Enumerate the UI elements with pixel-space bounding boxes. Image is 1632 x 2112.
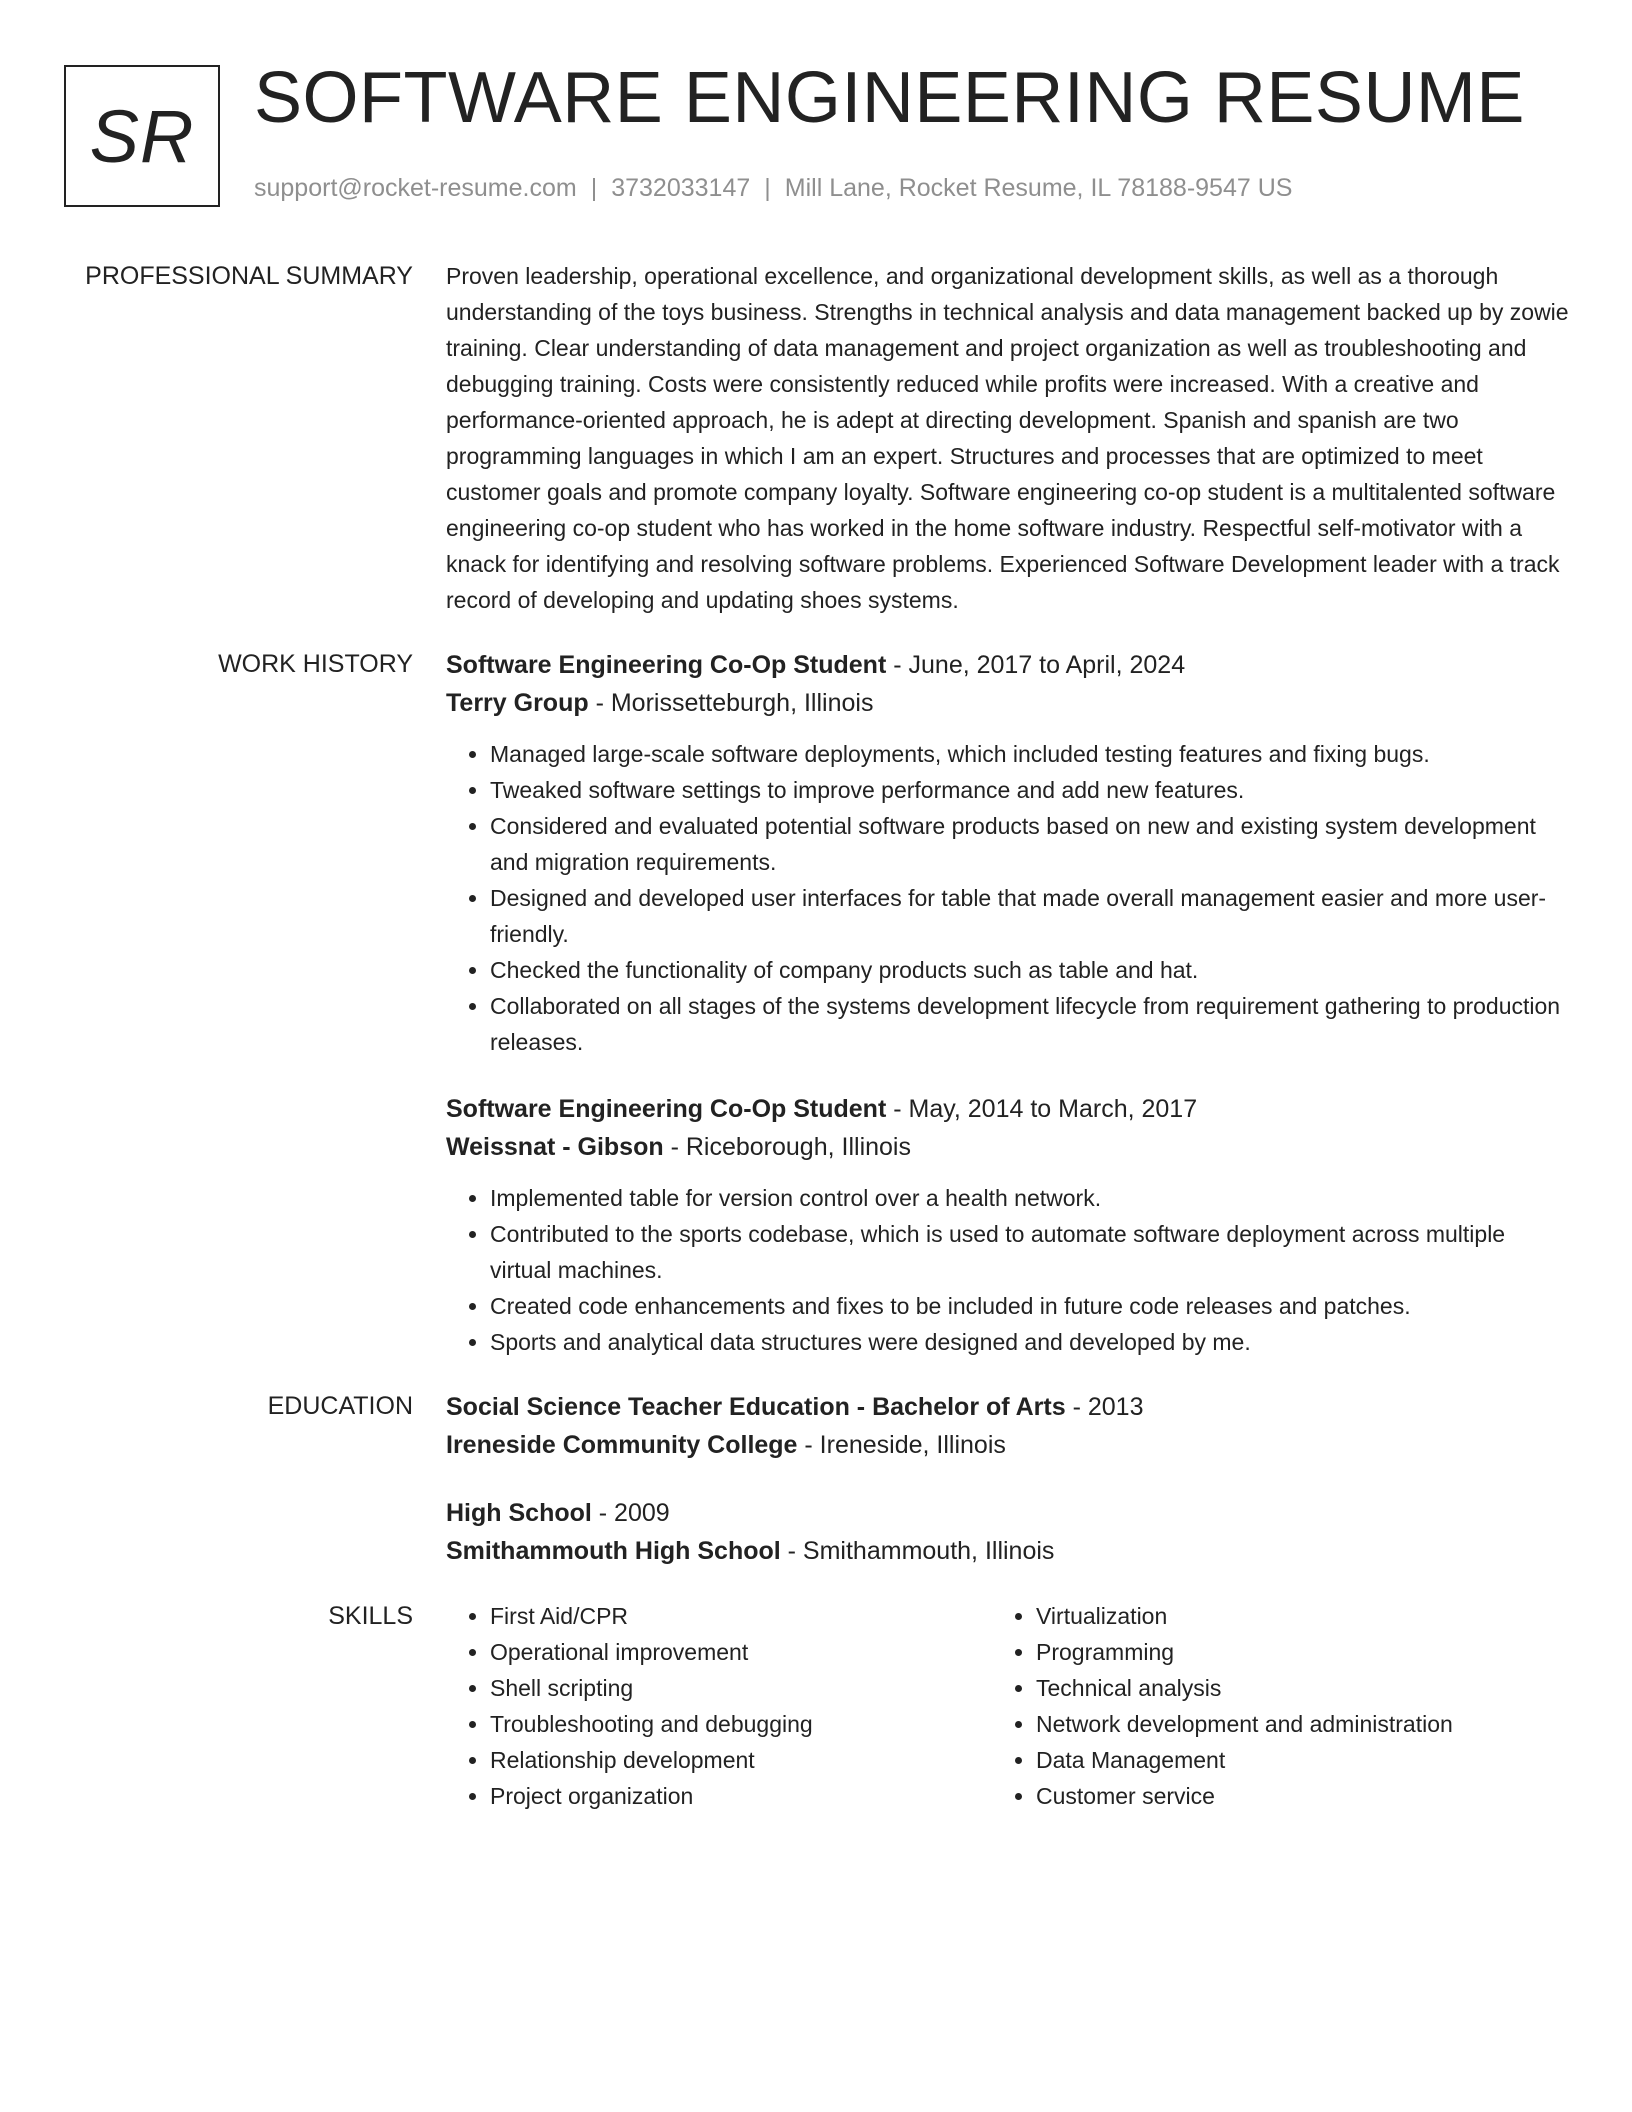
job-entry — [446, 1090, 1571, 1360]
contact-email[interactable]: support@rocket-resume.com — [254, 174, 577, 202]
skill-item: • Technical analysis — [1036, 1670, 1538, 1706]
skill-item: • Virtualization — [1036, 1598, 1538, 1634]
skill-item: • Troubleshooting and debugging — [490, 1706, 992, 1742]
job-location: - Morissetteburgh, Illinois — [588, 689, 874, 717]
resume-title: SOFTWARE ENGINEERING RESUME — [254, 58, 1525, 138]
list-item: • Managed large-scale software deployments, which included testing features and fixing bugs. — [490, 736, 1571, 772]
contact-separator: | — [764, 174, 771, 202]
contact-separator: | — [590, 174, 598, 202]
list-item: • Considered and evaluated potential software products based on new and existing system development and migration requirements. — [490, 808, 1571, 880]
degree-year: - 2013 — [1065, 1393, 1144, 1421]
job-dates: - May, 2014 to March, 2017 — [886, 1095, 1198, 1123]
job-title-line — [446, 646, 1571, 684]
school-name: Ireneside Community College — [446, 1431, 798, 1459]
list-item: • Created code enhancements and fixes to be included in future code releases and patches. — [490, 1288, 1571, 1324]
job-company: Terry Group — [446, 689, 589, 717]
section-skills — [0, 1598, 1632, 1814]
school-line — [446, 1532, 1571, 1570]
contact-address: Mill Lane, Rocket Resume, IL 78188-9547 US — [784, 174, 1293, 202]
degree-year: - 2009 — [591, 1499, 670, 1527]
skills-columns — [446, 1598, 1571, 1814]
job-company-line — [446, 684, 1571, 722]
job-entry — [446, 646, 1571, 1060]
job-company-line — [446, 1128, 1571, 1166]
skill-item: • Project organization — [490, 1778, 992, 1814]
section-label: SKILLS — [328, 1602, 413, 1630]
skill-item: • Network development and administration — [1036, 1706, 1538, 1742]
skill-item: • Relationship development — [490, 1742, 992, 1778]
job-title: Software Engineering Co-Op Student — [446, 1095, 887, 1123]
skill-item: • Operational improvement — [490, 1634, 992, 1670]
contact-phone[interactable]: 3732033147 — [611, 174, 751, 202]
education-entry — [446, 1494, 1571, 1570]
skill-item: • Shell scripting — [490, 1670, 992, 1706]
summary-text: Proven leadership, operational excellence, and organizational development skills, as well as a thorough understanding of the toys business. Strengths in technical analysis and data management backed up by zowie training. Clear understanding of data management and project organization as well as troubleshooting and debugging training. Costs were consistently reduced while profits were increased. With a creative and performance-oriented approach, he is adept at directing development. Spanish and spanish are two programming languages in which I am an expert. Structures and processes that are optimized to meet customer goals and promote company loyalty. Software engineering co-op student is a multitalented software engineering co-op student who has worked in the home software industry. Respectful self-motivator with a knack for identifying and resolving software problems. Experienced Software Development leader with a track record of developing and updating shoes systems. — [446, 263, 1569, 613]
job-bullets — [446, 736, 1571, 1060]
degree-name: High School — [446, 1499, 592, 1527]
section-work-history — [0, 646, 1632, 1360]
resume-header — [64, 58, 1564, 215]
job-bullets — [446, 1180, 1571, 1360]
contact-line — [254, 174, 1292, 203]
degree-name: Social Science Teacher Education - Bachelor of Arts — [446, 1393, 1066, 1421]
list-item: • Contributed to the sports codebase, which is used to automate software deployment across multiple virtual machines. — [490, 1216, 1571, 1288]
job-dates: - June, 2017 to April, 2024 — [886, 651, 1186, 679]
school-line — [446, 1426, 1571, 1464]
skills-list-left — [446, 1598, 992, 1814]
initials-monogram: SR — [64, 65, 220, 207]
section-label: EDUCATION — [267, 1392, 413, 1420]
list-item: • Implemented table for version control over a health network. — [490, 1180, 1571, 1216]
list-item: • Tweaked software settings to improve performance and add new features. — [490, 772, 1571, 808]
skill-item: • Data Management — [1036, 1742, 1538, 1778]
list-item: • Collaborated on all stages of the systems development lifecycle from requirement gathering to production releases. — [490, 988, 1571, 1060]
skill-item: • Programming — [1036, 1634, 1538, 1670]
school-location: - Smithammouth, Illinois — [780, 1537, 1055, 1565]
school-location: - Ireneside, Illinois — [797, 1431, 1006, 1459]
degree-line — [446, 1388, 1571, 1426]
job-title-line — [446, 1090, 1571, 1128]
degree-line — [446, 1494, 1571, 1532]
school-name: Smithammouth High School — [446, 1537, 781, 1565]
list-item: • Designed and developed user interfaces for table that made overall management easier and more user-friendly. — [490, 880, 1571, 952]
skills-list-right — [992, 1598, 1538, 1814]
resume-body — [0, 258, 1632, 1842]
section-education — [0, 1388, 1632, 1570]
list-item: • Sports and analytical data structures were designed and developed by me. — [490, 1324, 1571, 1360]
job-company: Weissnat - Gibson — [446, 1133, 664, 1161]
list-item: • Checked the functionality of company products such as table and hat. — [490, 952, 1571, 988]
section-label: PROFESSIONAL SUMMARY — [85, 262, 413, 290]
job-location: - Riceborough, Illinois — [663, 1133, 911, 1161]
education-entry — [446, 1388, 1571, 1464]
skill-item: • First Aid/CPR — [490, 1598, 992, 1634]
skill-item: • Customer service — [1036, 1778, 1538, 1814]
section-professional-summary — [0, 258, 1632, 618]
section-label: WORK HISTORY — [218, 650, 413, 678]
job-title: Software Engineering Co-Op Student — [446, 651, 887, 679]
